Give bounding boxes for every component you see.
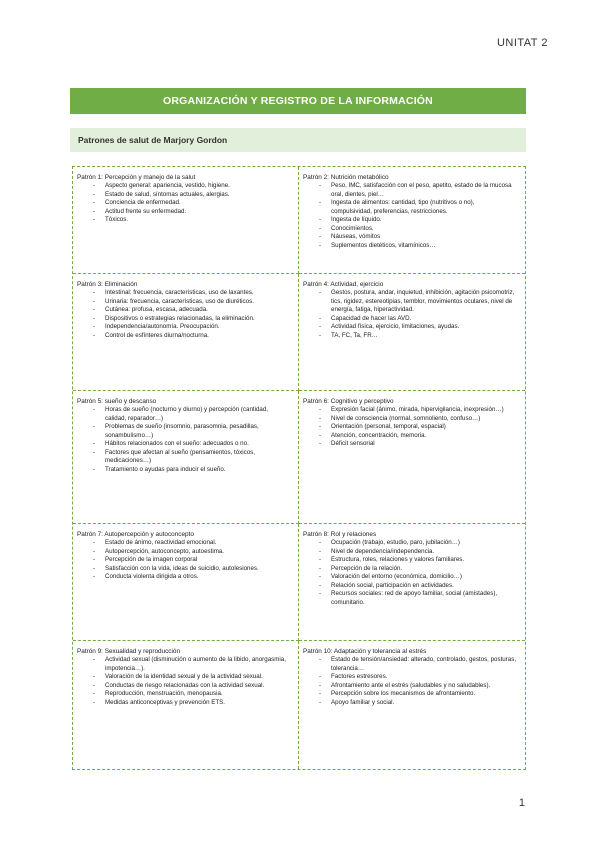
list-item: - Ingesta de líquido.	[303, 216, 521, 225]
list-item: - Apoyo familiar y social.	[303, 699, 521, 708]
list-item: - Peso, IMC, satisfacción con el peso, apetito, estado de la mucosa oral, dientes, piel…	[303, 182, 521, 199]
list-item: - Factores que afectan al sueño (pensamientos, tóxicos, medicaciones…)	[77, 449, 294, 466]
list-item: - Satisfacción con la vida, ideas de suicidio, autolesiones.	[77, 565, 294, 574]
list-item: - Conductas de riesgo relacionadas con la actividad sexual.	[77, 682, 294, 691]
list-item: - Medidas anticonceptivas y prevención ETS.	[77, 699, 294, 708]
list-item: - Nivel de dependencia/independencia.	[303, 548, 521, 557]
list-item: - Actitud frente su enfermedad.	[77, 208, 294, 217]
pattern-cell	[73, 167, 299, 274]
pattern-list	[77, 289, 294, 340]
list-item: - Atención, concentración, memoria.	[303, 432, 521, 441]
pattern-title: Patrón 9: Sexualidad y reproducción	[77, 648, 181, 655]
list-item: - Factores estresores.	[303, 673, 521, 682]
list-item: - Percepción de la imagen corporal	[77, 556, 294, 565]
pattern-title: Patrón 8: Rol y relaciones	[303, 531, 377, 538]
list-item: - Náuseas, vómitos	[303, 233, 521, 242]
list-item: - Aspecto general: apariencia, vestido, higiene.	[77, 182, 294, 191]
pattern-title: Patrón 7: Autopercepción y autoconcepto	[77, 531, 194, 538]
pattern-cell	[299, 274, 525, 391]
pattern-title: Patrón 3: Eliminación	[77, 281, 138, 288]
list-item: - Ingesta de alimentos: cantidad, tipo (nutritivos o no), compulsividad, preferencias, restricciones.	[303, 199, 521, 216]
list-item: - Estado de ánimo, reactividad emocional.	[77, 539, 294, 548]
list-item: - Afrontamiento ante el estrés (saludables y no saludables).	[303, 682, 521, 691]
list-item: - Suplementos dietéticos, vitamínicos…	[303, 242, 521, 251]
list-item: - Nivel de consciencia (normal, somnoliento, confuso…)	[303, 415, 521, 424]
list-item: - Control de esfínteres diurna/nocturna.	[77, 332, 294, 341]
list-item: - Tratamiento o ayudas para inducir el sueño.	[77, 466, 294, 475]
pattern-cell	[299, 641, 525, 769]
list-item: - Actividad sexual (disminución o aumento de la libido, anorgasmia, impotencia…).	[77, 656, 294, 673]
pattern-cell	[299, 391, 525, 524]
pattern-title: Patrón 4: Actividad, ejercicio	[303, 281, 384, 288]
pattern-title: Patrón 6: Cognitivo y perceptivo	[303, 398, 394, 405]
list-item: - Valoración del entorno (económica, domicilio…)	[303, 573, 521, 582]
list-item: - Relación social, participación en actividades.	[303, 582, 521, 591]
pattern-cell	[73, 524, 299, 641]
list-item: - Hábitos relacionados con el sueño: adecuados o no.	[77, 440, 294, 449]
pattern-cell	[299, 167, 525, 274]
list-item: - Valoración de la identidad sexual y de la actividad sexual.	[77, 673, 294, 682]
list-item: - Estructura, roles, relaciones y valores familiares.	[303, 556, 521, 565]
list-item: - Independencia/autonomía. Preocupación.	[77, 323, 294, 332]
pattern-cell	[299, 524, 525, 641]
list-item: - Urinaria: frecuencia, características, uso de diuréticos.	[77, 298, 294, 307]
list-item: - Déficit sensorial	[303, 440, 521, 449]
pattern-title: Patrón 10: Adaptación y tolerancia al estrés	[303, 648, 427, 655]
list-item: - Dispositivos o estrategias relacionadas, la eliminación.	[77, 315, 294, 324]
pattern-title: Patrón 5: sueño y descanso	[77, 398, 157, 405]
list-item: - Capacidad de hacer las AVD.	[303, 315, 521, 324]
patterns-grid	[72, 166, 526, 770]
list-item: - Conciencia de enfermedad.	[77, 199, 294, 208]
pattern-title: Patrón 1: Percepción y manejo de la salut	[77, 174, 196, 181]
pattern-list	[303, 656, 521, 707]
list-item: - Tóxicos.	[77, 216, 294, 225]
list-item: - Percepción sobre los mecanismos de afrontamiento.	[303, 690, 521, 699]
pattern-list	[77, 182, 294, 225]
pattern-cell	[73, 391, 299, 524]
page-number: 1	[518, 797, 525, 809]
pattern-list	[303, 406, 521, 449]
list-item: - Orientación (personal, temporal, espacial)	[303, 423, 521, 432]
list-item: - Expresión facial (ánimo, mirada, hipervigilancia, inexpresión…)	[303, 406, 521, 415]
list-item: - Autopercepción, autoconcepto, autoestima.	[77, 548, 294, 557]
pattern-cell	[73, 641, 299, 769]
list-item: - Estado de salud, síntomas actuales, alergias.	[77, 191, 294, 200]
list-item: - Ocupación (trabajo, estudio, paro, jubilación…)	[303, 539, 521, 548]
list-item: - TA, FC, Ta, FR…	[303, 332, 521, 341]
list-item: - Percepción de la relación.	[303, 565, 521, 574]
list-item: - Recursos sociales: red de apoyo familiar, social (amistades), comunitario.	[303, 590, 521, 607]
pattern-list	[303, 182, 521, 250]
unit-label: UNITAT 2	[496, 37, 548, 49]
pattern-list	[303, 289, 521, 340]
subtitle-bar: Patrones de salut de Marjory Gordon	[70, 128, 526, 152]
list-item: - Reproducción, menstruación, menopausia.	[77, 690, 294, 699]
list-item: - Problemas de sueño (insomnio, parasomnia, pesadillas, sonambulismo…)	[77, 423, 294, 440]
pattern-list	[303, 539, 521, 607]
list-item: - Cutánea: profusa, escasa, adecuada.	[77, 306, 294, 315]
pattern-cell	[73, 274, 299, 391]
list-item: - Horas de sueño (nocturno y diurno) y percepción (cantidad, calidad, reparador…)	[77, 406, 294, 423]
pattern-title: Patrón 2: Nutrición metabólico	[303, 174, 389, 181]
section-banner: ORGANIZACIÓN Y REGISTRO DE LA INFORMACIÓN	[70, 88, 526, 114]
list-item: - Intestinal: frecuencia, características, uso de laxantes.	[77, 289, 294, 298]
list-item: - Actividad física, ejercicio, limitaciones, ayudas.	[303, 323, 521, 332]
pattern-list	[77, 539, 294, 582]
pattern-list	[77, 656, 294, 707]
list-item: - Estado de tensión/ansiedad: alterado, controlado, gestos, posturas, tolerancia…	[303, 656, 521, 673]
pattern-list	[77, 406, 294, 474]
list-item: - Conocimientos.	[303, 225, 521, 234]
list-item: - Conducta violenta dirigida a otros.	[77, 573, 294, 582]
list-item: - Gestos, postura, andar, inquietud, inhibición, agitación psicomotriz, tics, rigidez, estereotipias, temblor, movimientos oculares, nivel de energía, fatiga, hiperactividad.	[303, 289, 521, 315]
